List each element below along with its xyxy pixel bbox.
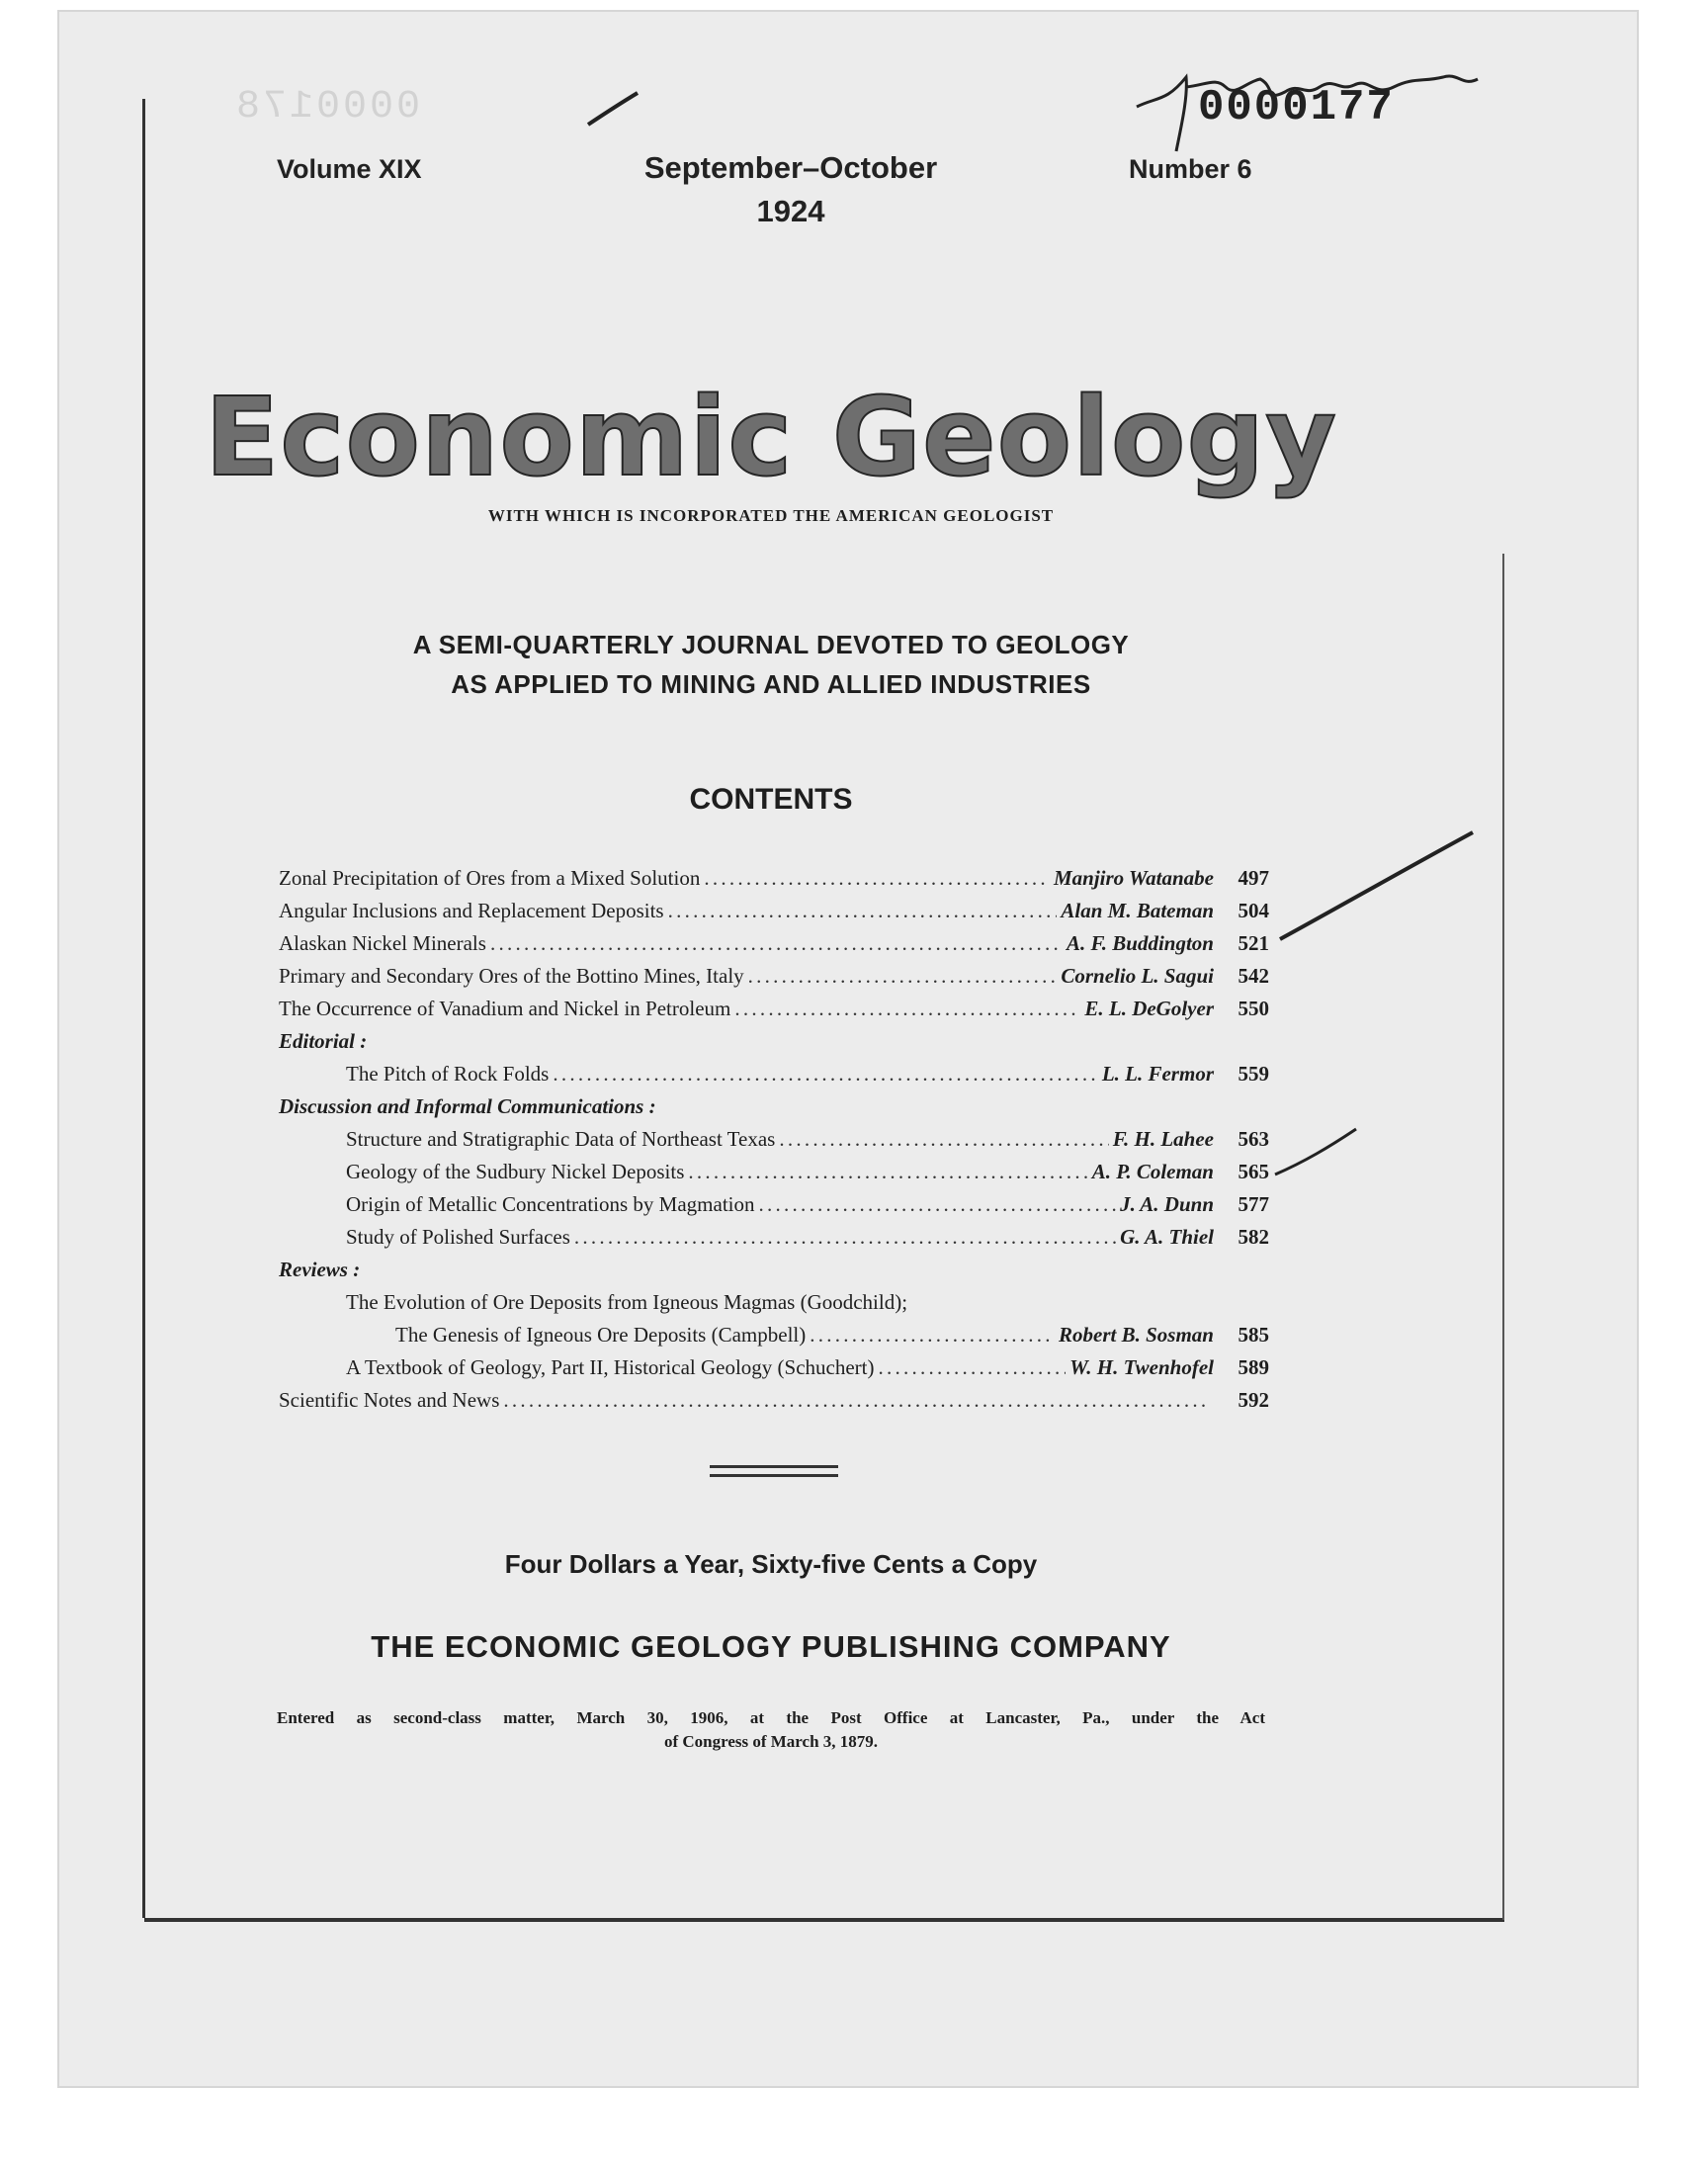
dot-leader <box>574 1221 1116 1254</box>
toc-entry-title: Primary and Secondary Ores of the Bottino Mines, Italy <box>279 964 744 988</box>
section-label: Reviews : <box>279 1258 361 1281</box>
dot-leader <box>688 1156 1087 1188</box>
toc-entry-title: A Textbook of Geology, Part II, Historical Geology (Schuchert) <box>346 1355 875 1379</box>
divider-rule-bottom <box>710 1474 838 1477</box>
toc-entry-author: G. A. Thiel <box>1120 1225 1214 1249</box>
toc-entry-continued <box>279 1286 1269 1319</box>
toc-entry-title: The Genesis of Igneous Ore Deposits (Campbell) <box>395 1323 807 1347</box>
publisher-name: THE ECONOMIC GEOLOGY PUBLISHING COMPANY <box>371 1629 1171 1664</box>
toc-entry-page: 585 <box>1238 1323 1269 1347</box>
dot-leader <box>810 1319 1055 1351</box>
toc-entry-author: A. F. Buddington <box>1066 931 1214 955</box>
toc-entry <box>279 862 1269 895</box>
toc-entry-title: The Evolution of Ore Deposits from Igneous Magmas (Goodchild); <box>346 1290 908 1314</box>
toc-entry-title: Structure and Stratigraphic Data of Northeast Texas <box>346 1127 776 1151</box>
serial-stamp: 0000177 <box>1198 83 1395 132</box>
toc-entry-page: 497 <box>1238 866 1269 890</box>
dot-leader <box>490 927 1063 960</box>
toc-entry-page: 563 <box>1238 1127 1269 1151</box>
contents-heading: CONTENTS <box>689 783 853 816</box>
toc-entry-page: 542 <box>1238 964 1269 988</box>
toc-entry-title: The Pitch of Rock Folds <box>346 1062 550 1086</box>
toc-entry <box>279 993 1269 1025</box>
journal-tagline <box>297 625 1245 704</box>
toc-entry-author: Alan M. Bateman <box>1061 899 1214 922</box>
toc-entry-author: W. H. Twenhofel <box>1069 1355 1214 1379</box>
dot-leader <box>734 993 1080 1025</box>
check-mark <box>583 85 642 134</box>
postal-notice-line-1: Entered as second-class matter, March 30, 1906, at the Post Office at Lancaster, Pa., under the Act <box>277 1708 1265 1727</box>
toc-entry <box>279 927 1269 960</box>
toc-entry-author: L. L. Fermor <box>1101 1062 1214 1086</box>
page-border-bottom <box>144 1918 1504 1922</box>
toc-entry-author: J. A. Dunn <box>1120 1192 1214 1216</box>
dot-leader <box>503 1384 1210 1417</box>
toc-entry <box>279 1058 1269 1090</box>
toc-entry <box>279 1156 1269 1188</box>
section-heading-reviews <box>279 1254 1269 1286</box>
page-border-left <box>142 99 145 1918</box>
toc-entry-title: Scientific Notes and News <box>279 1388 500 1412</box>
issue-months: September–October <box>643 150 938 185</box>
toc-entry-page: 592 <box>1238 1388 1269 1412</box>
toc-entry-page: 589 <box>1238 1355 1269 1379</box>
toc-entry-author: Manjiro Watanabe <box>1053 866 1214 890</box>
toc-entry-title: Zonal Precipitation of Ores from a Mixed Solution <box>279 866 701 890</box>
dot-leader <box>879 1351 1067 1384</box>
dot-leader <box>704 862 1050 895</box>
issue-date <box>593 146 988 233</box>
subscription-price: Four Dollars a Year, Sixty-five Cents a Copy <box>504 1549 1038 1579</box>
table-of-contents <box>279 862 1269 1417</box>
section-heading-discussion <box>279 1090 1269 1123</box>
section-label: Editorial : <box>279 1029 368 1053</box>
toc-entry <box>279 1188 1269 1221</box>
toc-entry-title: The Occurrence of Vanadium and Nickel in Petroleum <box>279 997 731 1020</box>
toc-entry <box>279 1384 1269 1417</box>
toc-entry-page: 521 <box>1238 931 1269 955</box>
toc-entry-title: Origin of Metallic Concentrations by Magmation <box>346 1192 755 1216</box>
toc-entry-page: 565 <box>1238 1160 1269 1183</box>
toc-entry <box>279 960 1269 993</box>
dot-leader <box>759 1188 1117 1221</box>
page-border-right <box>1502 554 1504 1920</box>
toc-entry-author: A. P. Coleman <box>1091 1160 1214 1183</box>
dot-leader <box>779 1123 1108 1156</box>
toc-entry-author: Cornelio L. Sagui <box>1061 964 1214 988</box>
toc-entry-author: E. L. DeGolyer <box>1084 997 1214 1020</box>
toc-entry-page: 559 <box>1238 1062 1269 1086</box>
volume-label: Volume XIX <box>277 154 422 184</box>
toc-entry-page: 582 <box>1238 1225 1269 1249</box>
tagline-line-2: AS APPLIED TO MINING AND ALLIED INDUSTRIES <box>451 669 1091 699</box>
section-label: Discussion and Informal Communications : <box>279 1094 656 1118</box>
toc-entry-author: F. H. Lahee <box>1112 1127 1214 1151</box>
section-heading-editorial <box>279 1025 1269 1058</box>
journal-title: Economic Geology <box>205 374 1337 500</box>
toc-entry-title: Angular Inclusions and Replacement Deposits <box>279 899 664 922</box>
bleed-through-stamp: 0000178 <box>233 85 421 130</box>
toc-entry <box>279 895 1269 927</box>
issue-number: Number 6 <box>1129 154 1252 184</box>
issue-year: 1924 <box>756 194 825 228</box>
dot-leader <box>553 1058 1098 1090</box>
toc-entry-title: Geology of the Sudbury Nickel Deposits <box>346 1160 685 1183</box>
handwritten-signature <box>1127 57 1483 166</box>
divider-rule-top <box>710 1465 838 1468</box>
toc-entry <box>279 1123 1269 1156</box>
toc-entry <box>279 1221 1269 1254</box>
toc-entry-title: Alaskan Nickel Minerals <box>279 931 486 955</box>
tagline-line-1: A SEMI-QUARTERLY JOURNAL DEVOTED TO GEOLOGY <box>412 630 1130 659</box>
toc-entry-page: 504 <box>1238 899 1269 922</box>
toc-entry-page: 550 <box>1238 997 1269 1020</box>
toc-entry <box>279 1319 1269 1351</box>
toc-entry <box>279 1351 1269 1384</box>
toc-entry-page: 577 <box>1238 1192 1269 1216</box>
journal-subtitle: WITH WHICH IS INCORPORATED THE AMERICAN GEOLOGIST <box>487 506 1055 525</box>
postal-notice <box>277 1706 1265 1754</box>
dot-leader <box>748 960 1058 993</box>
dot-leader <box>668 895 1058 927</box>
toc-entry-title: Study of Polished Surfaces <box>346 1225 570 1249</box>
toc-entry-author: Robert B. Sosman <box>1059 1323 1214 1347</box>
postal-notice-line-2: of Congress of March 3, 1879. <box>663 1732 879 1751</box>
